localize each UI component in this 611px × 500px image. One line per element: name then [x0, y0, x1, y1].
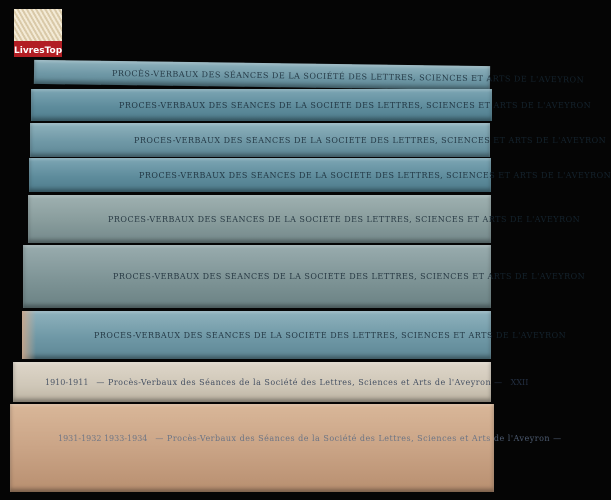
book-spine: [31, 89, 592, 121]
spine-title: PROCÈS-VERBAUX DES SÉANCES DE LA SOCIÉTÉ DES LETTRES, SCIENCES ET ARTS DE L'AVEYRON: [111, 68, 585, 84]
spine-title: PROCÈS-VERBAUX DES SÉANCES DE LA SOCIÉTÉ DES LETTRES, SCIENCES ET ARTS DE L'AVEYRON: [94, 330, 567, 340]
book-spine: [23, 245, 586, 308]
livrestop-logo: [14, 9, 62, 57]
book-spine: [30, 123, 607, 157]
spine-title: PROCÈS-VERBAUX DES SÉANCES DE LA SOCIÉTÉ DES LETTRES, SCIENCES ET ARTS DE L'AVEYRON: [119, 100, 592, 110]
spine-volume: XXII: [510, 377, 529, 387]
spine-title: PROCÈS-VERBAUX DES SÉANCES DE LA SOCIÉTÉ DES LETTRES, SCIENCES ET ARTS DE L'AVEYRON: [108, 214, 581, 224]
logo-brand-text: LivresTop: [14, 46, 63, 56]
spine-title: — Procès-Verbaux des Séances de la Société des Lettres, Sciences et Arts de l'Aveyron —: [155, 434, 562, 443]
spine-title: PROCÈS-VERBAUX DES SÉANCES DE LA SOCIÉTÉ DES LETTRES, SCIENCES ET ARTS DE L'AVEYRON: [113, 272, 586, 281]
book-spine: [22, 311, 567, 359]
spine-title: PROCÈS-VERBAUX DES SÉANCES DE LA SOCIÉTÉ DES LETTRES, SCIENCES ET ARTS DE L'AVEYRON: [134, 135, 607, 145]
spine-title: — Procès-Verbaux des Séances de la Société des Lettres, Sciences et Arts de l'Aveyron —: [96, 377, 503, 387]
book-spine: [29, 158, 611, 192]
shell-icon: [14, 9, 62, 41]
book-spine: [10, 404, 562, 492]
spine-year: 1931-1932 1933-1934: [58, 434, 148, 443]
spine-title: PROCÈS-VERBAUX DES SÉANCES DE LA SOCIÉTÉ DES LETTRES, SCIENCES ET ARTS DE L'AVEYRON: [139, 170, 611, 180]
book-spine: [28, 195, 581, 243]
spine-year: 1910-1911: [45, 377, 89, 387]
book-spine: [13, 362, 529, 402]
book-spine: [34, 60, 585, 90]
